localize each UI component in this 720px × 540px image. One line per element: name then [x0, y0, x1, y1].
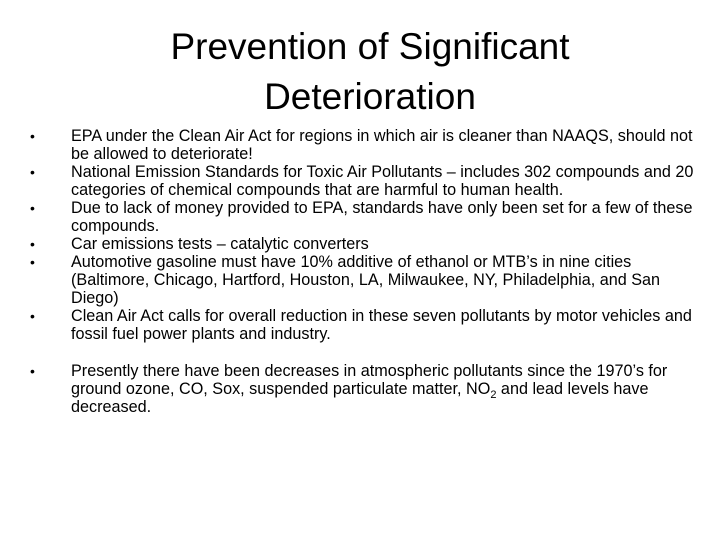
- bullet-item-decreases: [30, 362, 700, 416]
- bullet-item-lack-of-money: [30, 199, 700, 235]
- bullet-icon: •: [30, 363, 35, 379]
- bullet-icon: •: [30, 164, 35, 180]
- bullet-text: Due to lack of money provided to EPA, standards have only been set for a few of these compounds.: [71, 199, 693, 235]
- slide-title: [60, 22, 680, 122]
- bullet-item-automotive-gasoline: [30, 253, 700, 307]
- bullet-item-car-emissions: [30, 235, 700, 253]
- bullet-text: Car emissions tests – catalytic converters: [71, 235, 369, 253]
- title-line-2: Deterioration: [264, 76, 476, 117]
- bullet-text: National Emission Standards for Toxic Air Pollutants – includes 302 compounds and 20 categories of chemical compounds that are harmful to human health.: [71, 163, 694, 199]
- bullet-text: EPA under the Clean Air Act for regions in which air is cleaner than NAAQS, should not be allowed to deteriorate!: [71, 127, 693, 163]
- subscript-two: 2: [490, 389, 497, 402]
- title-line-1: Prevention of Significant: [170, 26, 570, 67]
- bullet-text: Automotive gasoline must have 10% additive of ethanol or MTB’s in nine cities (Baltimore, Chicago, Hartford, Houston, LA, Milwaukee, NY, Philadelphia, and San Diego): [71, 253, 661, 307]
- bullet-item-overall-reduction: [30, 307, 700, 343]
- bullet-item-epa-clean-air-act: [30, 127, 700, 163]
- bullet-icon: •: [30, 254, 35, 270]
- bullet-text-after: and lead levels have decreased.: [71, 380, 649, 416]
- bullet-icon: •: [30, 200, 35, 216]
- bullet-icon: •: [30, 236, 35, 252]
- bullet-item-national-emission-standards: [30, 163, 700, 199]
- bullet-icon: •: [30, 308, 35, 324]
- bullet-icon: •: [30, 128, 35, 144]
- bullet-text: [71, 362, 667, 416]
- bullet-text: Clean Air Act calls for overall reduction in these seven pollutants by motor vehicles and fossil fuel power plants and industry.: [71, 307, 692, 343]
- bullet-text-before: Presently there have been decreases in atmospheric pollutants since the 1970’s for ground ozone, CO, Sox, suspended particulate matter, NO: [71, 362, 668, 398]
- bullet-list: [30, 127, 700, 416]
